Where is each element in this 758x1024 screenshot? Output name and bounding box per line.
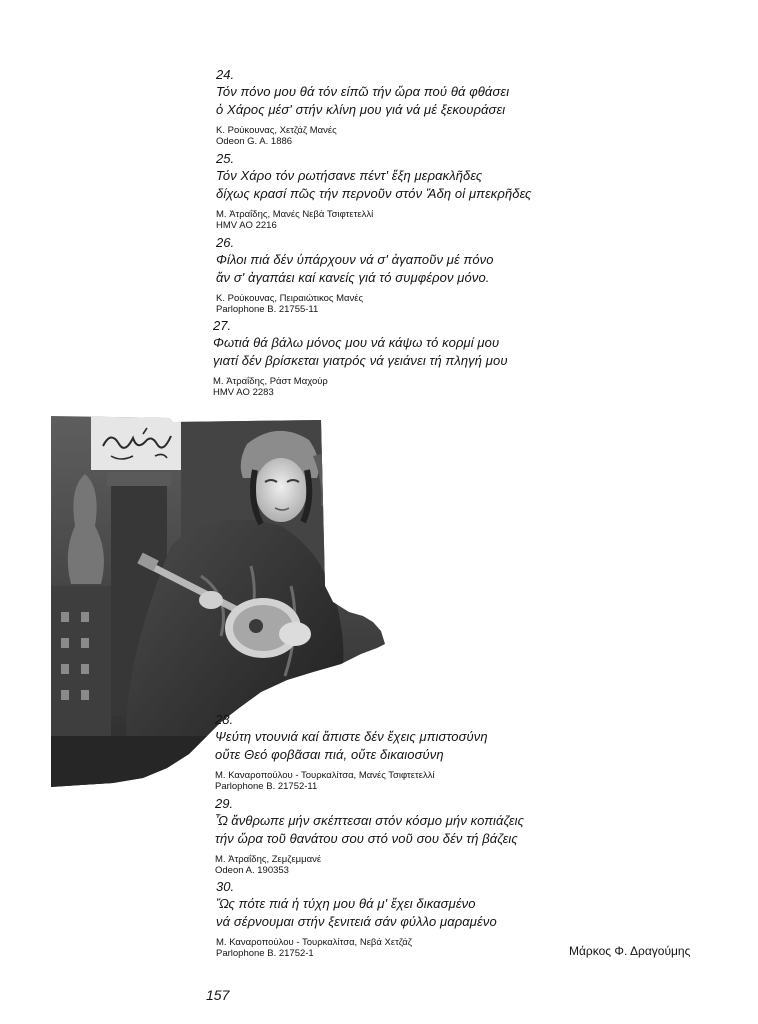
performer-info: Μ. Ἀτραΐδης, Ράστ Μαχούρ (213, 376, 328, 387)
entry-number: 28. (215, 712, 234, 727)
verse-line: ἄν σ' ἀγαπάει καί κανείς γιά τό συμφέρον μόνο. (216, 270, 490, 285)
record-label: Odeon A. 190353 (215, 865, 289, 876)
entry-number: 30. (216, 879, 235, 894)
verse-line: Ὤς πότε πιά ἡ τύχη μου θά μ' ἔχει δικασμένο (216, 896, 476, 911)
record-label: HMV AO 2216 (216, 220, 277, 231)
verse-line: Ὦ ἄνθρωπε μήν σκέπτεσαι στόν κόσμο μήν κοπιάζεις (215, 813, 525, 828)
verse-line: δίχως κρασί πῶς τήν περνοῦν στόν Ἅδη οἱ μπεκρῆδες (216, 186, 532, 201)
record-label: Parlophone B. 21752-11 (215, 781, 318, 792)
entry-number: 25. (216, 151, 235, 166)
entry-number: 24. (216, 67, 235, 82)
song-entry-28 (215, 713, 615, 792)
entry-number: 26. (216, 235, 235, 250)
author-signature: Μάρκος Φ. Δραγούμης (569, 944, 691, 958)
performer-info: Μ. Καναροπούλου - Τουρκαλίτσα, Μανές Τσιφτετελλί (215, 770, 435, 781)
verse-line: Ψεύτη ντουνιά καί ἄπιστε δέν ἔχεις μπιστοσύνη (215, 729, 488, 744)
song-entry-29 (215, 797, 615, 876)
record-label: Parlophone B. 21752-1 (216, 948, 314, 959)
performer-info: Κ. Ρούκουνας, Χετζάζ Μανές (216, 125, 337, 136)
verse-line: νά σέρνουμαι στήν ξενιτειά σάν φύλλο μαραμένο (216, 914, 497, 929)
song-entry-26 (216, 236, 616, 315)
verse-line: τήν ὥρα τοῦ θανάτου σου στό νοῦ σου δέν τή βάζεις (215, 831, 518, 846)
verse-line: ὁ Χάρος μέσ' στήν κλίνη μου γιά νά μέ ξεκουράσει (216, 102, 506, 117)
record-label: HMV AO 2283 (213, 387, 274, 398)
page-number: 157 (206, 987, 230, 1003)
song-entry-24 (216, 68, 616, 147)
performer-info: Κ. Ρούκουνας, Πειραιώτικος Μανές (216, 293, 364, 304)
verse-line: Φίλοι πιά δέν ὑπάρχουν νά σ' ἀγαποῦν μέ πόνο (216, 252, 494, 267)
record-label: Parlophone B. 21755-11 (216, 304, 319, 315)
verse-line: γιατί δέν βρίσκεται γιατρός νά γειάνει τή πληγή μου (213, 353, 508, 368)
entry-number: 27. (213, 318, 232, 333)
song-entry-25 (216, 152, 616, 231)
song-entry-30 (216, 880, 616, 959)
verse-line: οὔτε Θεό φοβᾶσαι πιά, οὔτε δικαιοσύνη (215, 747, 444, 762)
verse-line: Τόν Χάρο τόν ρωτήσανε πέντ' ἔξη μερακλῆδες (216, 168, 483, 183)
song-entry-27 (213, 319, 613, 398)
record-label: Odeon G. A. 1886 (216, 136, 293, 147)
verse-line: Φωτιά θά βάλω μόνος μου νά κάψω τό κορμί μου (213, 335, 500, 350)
verse-line: Τόν πόνο μου θά τόν είπῶ τήν ὥρα πού θά φθάσει (216, 84, 510, 99)
performer-info: Μ. Καναροπούλου - Τουρκαλίτσα, Νεβά Χετζάζ (216, 937, 412, 948)
performer-info: Μ. Ἀτραΐδης, Ζεμζεμμανέ (215, 854, 322, 865)
entry-number: 29. (215, 796, 234, 811)
performer-info: Μ. Ἀτραΐδης, Μανές Νεβά Τσιφτετελλί (216, 209, 374, 220)
